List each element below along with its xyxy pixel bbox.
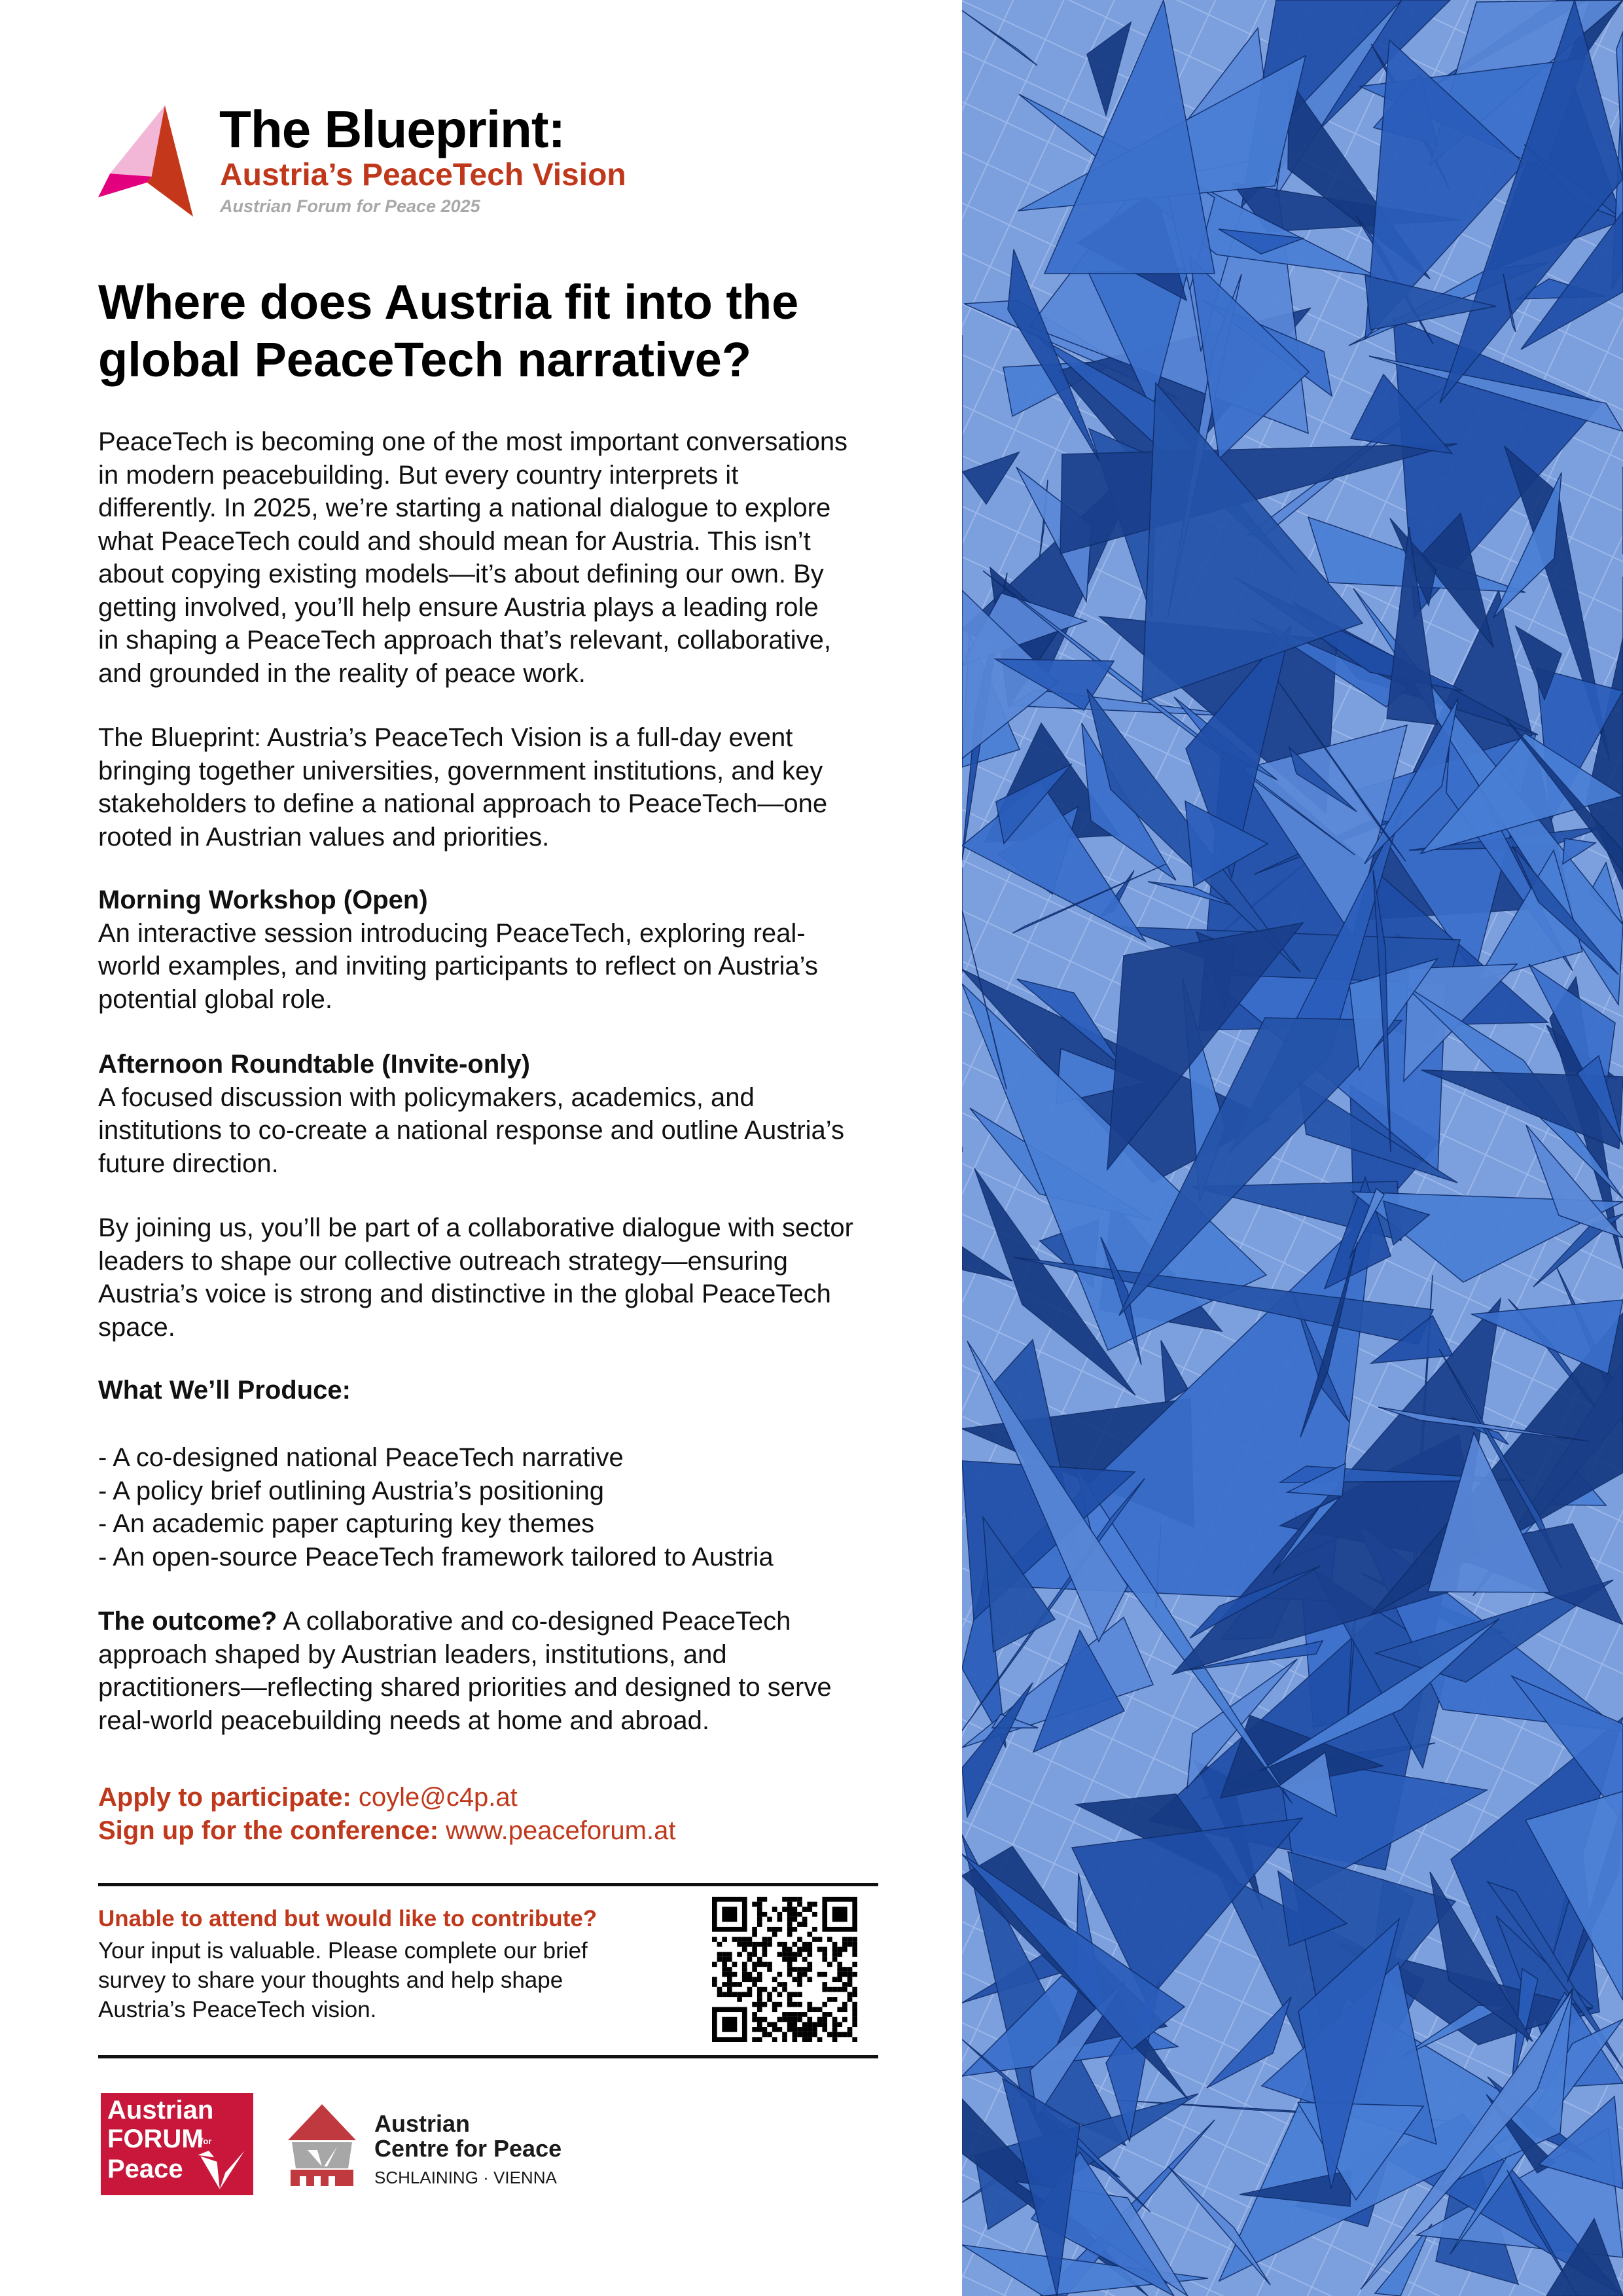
text-line: A focused discussion with policymakers, academics, and <box>98 1083 755 1112</box>
text-line: getting involved, you’ll help ensure Austria plays a leading role <box>98 592 819 622</box>
section-title: Morning Workshop (Open) <box>98 886 428 914</box>
section-morning <box>98 884 818 1016</box>
section-produce <box>98 1374 351 1407</box>
event-subtitle: Austria’s PeaceTech Vision <box>220 158 626 192</box>
austrian-centre-for-peace-tower-icon <box>288 2104 356 2186</box>
signup-label: Sign up for the conference: <box>98 1816 439 1845</box>
section-intro <box>98 425 847 690</box>
text-line: stakeholders to define a national approach to PeaceTech—one <box>98 789 828 818</box>
section-outcome <box>98 1605 832 1737</box>
survey-line: survey to share your thoughts and help shape <box>98 1967 563 1993</box>
text-line: By joining us, you’ll be part of a collaborative dialogue with sector <box>98 1213 853 1242</box>
divider <box>98 2055 878 2058</box>
survey-text <box>98 1936 588 2024</box>
text-line: - An open-source PeaceTech framework tailored to Austria <box>98 1542 774 1571</box>
text-line: in modern peacebuilding. But every country interprets it <box>98 460 739 490</box>
text-line: - A policy brief outlining Austria’s positioning <box>98 1476 605 1505</box>
text-line: An interactive session introducing PeaceTech, exploring real- <box>98 918 806 948</box>
text-line: rooted in Austrian values and priorities. <box>98 822 550 852</box>
afp-logo-text: Austrian <box>107 2096 214 2125</box>
acp-logo-text: Centre for Peace <box>374 2135 562 2162</box>
section-title: Afternoon Roundtable (Invite-only) <box>98 1050 530 1079</box>
text-line: and grounded in the reality of peace work. <box>98 658 586 688</box>
survey-line: Austria’s PeaceTech vision. <box>98 1997 377 2022</box>
text-line: - An academic paper capturing key themes <box>98 1509 595 1538</box>
text-line: approach shaped by Austrian leaders, institutions, and <box>98 1640 727 1669</box>
text-line: Austria’s voice is strong and distinctive in the global PeaceTech <box>98 1280 831 1308</box>
text-line: leaders to shape our collective outreach strategy—ensuring <box>98 1246 788 1276</box>
outcome-lead: The outcome? <box>98 1607 277 1636</box>
text-line: about copying existing models—it’s about defining our own. By <box>98 560 824 588</box>
text-line: space. <box>98 1312 175 1342</box>
text-line: real-world peacebuilding needs at home and abroad. <box>98 1706 709 1735</box>
heading-line: global PeaceTech narrative? <box>98 332 752 387</box>
signup-website-link[interactable]: www.peaceforum.at <box>446 1816 676 1845</box>
divider <box>98 1883 878 1886</box>
text-line: potential global role. <box>98 984 333 1014</box>
text-line: bringing together universities, government institutions, and key <box>98 756 823 785</box>
section-event <box>98 721 827 853</box>
text-line: The Blueprint: Austria’s PeaceTech Vision is a full-day event <box>98 723 793 752</box>
section-joining <box>98 1211 853 1344</box>
text-line: future direction. <box>98 1149 279 1178</box>
acp-logo-text: SCHLAINING · VIENNA <box>374 2168 557 2187</box>
text-line <box>98 1605 832 1638</box>
section-title: What We’ll Produce: <box>98 1376 351 1405</box>
dove-icon <box>196 2151 249 2193</box>
text-line: differently. In 2025, we’re starting a national dialogue to explore <box>98 493 831 522</box>
page-heading <box>98 274 798 389</box>
text-line: PeaceTech is becoming one of the most important conversations <box>98 427 848 456</box>
section-afternoon <box>98 1048 844 1180</box>
survey-line: Your input is valuable. Please complete our brief <box>98 1938 588 1964</box>
afp-logo-text: for <box>200 2136 212 2146</box>
acp-logo-text: Austrian <box>374 2110 471 2137</box>
afp-logo-text: Peace <box>107 2155 183 2183</box>
text-line: what PeaceTech could and should mean for Austria. This isn’t <box>98 526 811 556</box>
event-title: The Blueprint: <box>219 100 565 158</box>
apply-email-link[interactable]: coyle@c4p.at <box>358 1783 518 1812</box>
event-organizer: Austrian Forum for Peace 2025 <box>220 196 480 216</box>
qr-code-icon[interactable] <box>712 1897 857 2042</box>
outcome-text: A collaborative and co-designed PeaceTech <box>277 1607 791 1636</box>
text-line: in shaping a PeaceTech approach that’s relevant, collaborative, <box>98 626 831 655</box>
section-list <box>98 1441 774 1573</box>
text-line: - A co-designed national PeaceTech narrative <box>98 1443 624 1472</box>
origami-cranes-photo <box>962 0 1623 2296</box>
contact-block <box>98 1781 675 1847</box>
austrian-forum-for-peace-logo <box>101 2093 253 2195</box>
survey-question: Unable to attend but would like to contribute? <box>98 1906 597 1931</box>
blueprint-logo-icon <box>98 105 193 217</box>
apply-label: Apply to participate: <box>98 1783 351 1812</box>
text-line: institutions to co-create a national response and outline Austria’s <box>98 1116 844 1145</box>
heading-line: Where does Austria fit into the <box>98 275 799 329</box>
text-line: world examples, and inviting participants to reflect on Austria’s <box>98 952 818 980</box>
text-line: practitioners—reflecting shared priorities and designed to serve <box>98 1673 832 1702</box>
afp-logo-text: FORUM <box>107 2125 204 2153</box>
